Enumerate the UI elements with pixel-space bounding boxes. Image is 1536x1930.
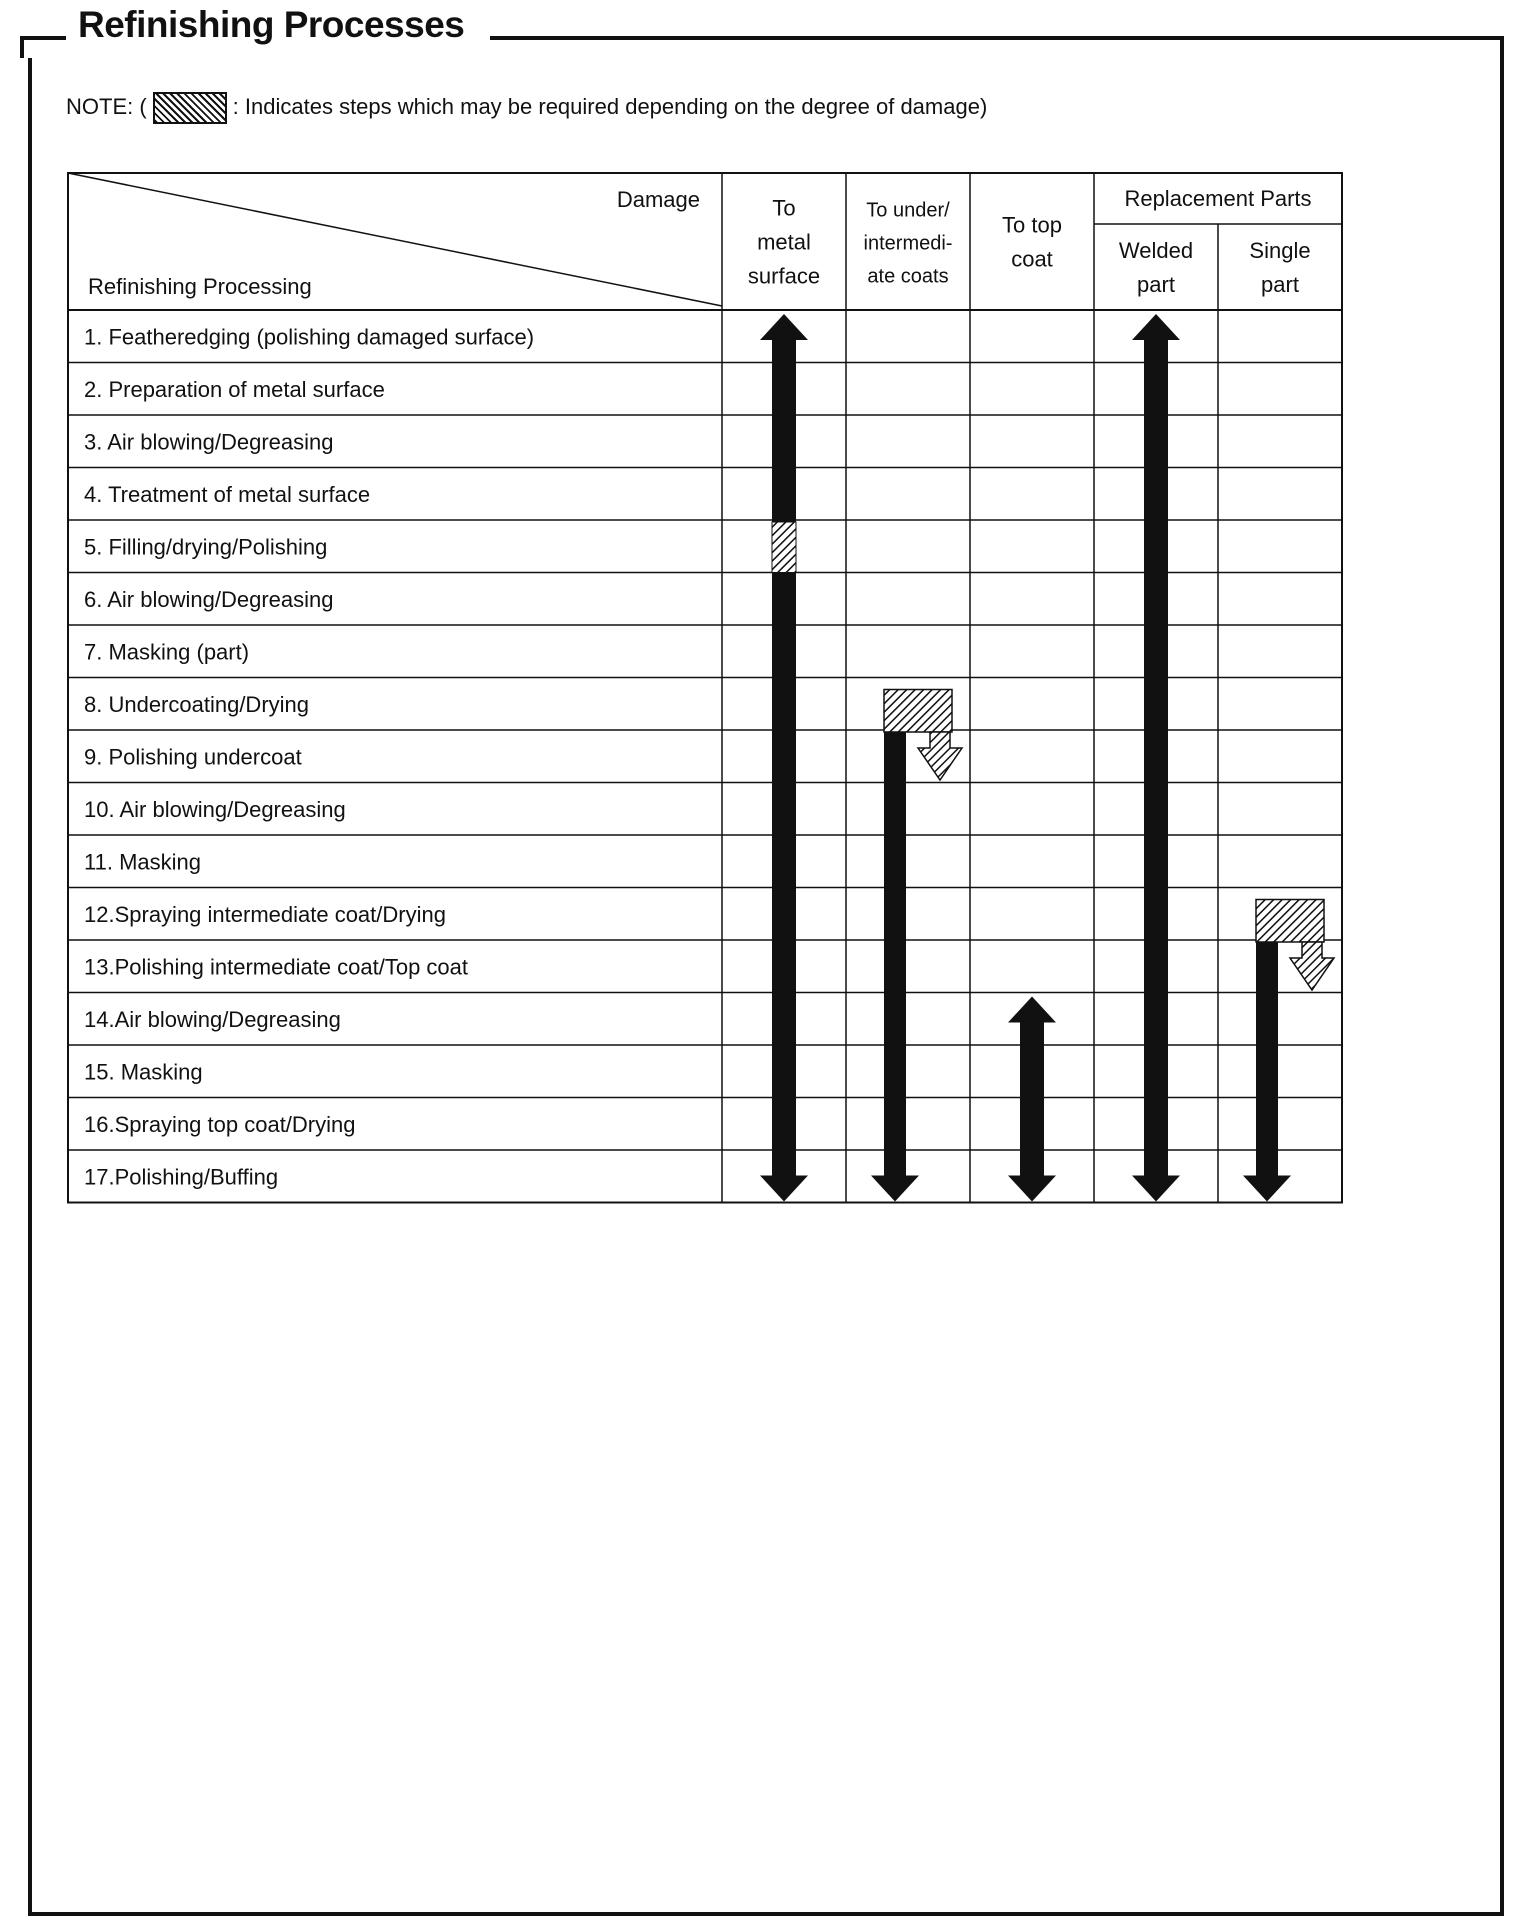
optional-step-mark-metal	[772, 522, 796, 573]
row-label: 15. Masking	[84, 1059, 203, 1085]
arrow-head-down-top	[1008, 1176, 1056, 1202]
column-header-metal: surface	[747, 263, 821, 289]
column-header-under: To under/	[866, 199, 950, 222]
row-label: 7. Masking (part)	[84, 639, 250, 665]
arrow-head-down-welded	[1132, 1176, 1180, 1202]
row-label: 9. Polishing undercoat	[84, 744, 302, 770]
group-header-replacement-parts: Replacement Parts	[1124, 186, 1312, 211]
column-header-metal: metal	[757, 229, 811, 255]
column-header-welded: Welded	[1118, 238, 1194, 263]
note-prefix: NOTE: (	[66, 93, 147, 119]
optional-step-arrow-single	[1290, 942, 1334, 990]
row-label: 6. Air blowing/Degreasing	[84, 586, 334, 612]
corner-label-processing: Refinishing Processing	[88, 274, 312, 299]
arrow-head-down-metal	[760, 1176, 808, 1202]
optional-step-arrow-under	[918, 732, 962, 780]
arrow-head-up-metal	[760, 314, 808, 340]
arrow-head-up-welded	[1132, 314, 1180, 340]
row-label: 8. Undercoating/Drying	[84, 691, 310, 717]
row-label: 13.Polishing intermediate coat/Top coat	[84, 954, 469, 980]
arrow-shaft-single	[1256, 942, 1278, 1176]
corner-label-damage: Damage	[616, 187, 700, 212]
column-header-single: Single	[1249, 238, 1311, 263]
row-label: 17.Polishing/Buffing	[84, 1164, 279, 1190]
column-header-under: intermedi-	[863, 232, 953, 255]
row-label: 10. Air blowing/Degreasing	[84, 796, 346, 822]
arrow-head-down-single	[1243, 1176, 1291, 1202]
arrow-shaft-metal	[772, 340, 796, 1176]
row-label: 14.Air blowing/Degreasing	[84, 1006, 341, 1032]
row-label: 5. Filling/drying/Polishing	[84, 534, 328, 560]
column-header-top: To top	[1002, 212, 1062, 238]
note-text: : Indicates steps which may be required depending on the degree of damage)	[232, 93, 988, 119]
arrow-head-up-top	[1008, 997, 1056, 1023]
arrow-shaft-top	[1020, 1023, 1044, 1176]
optional-step-bar-single	[1256, 900, 1324, 943]
optional-step-bar-under	[884, 690, 952, 733]
page-title: Refinishing Processes	[68, 4, 474, 46]
column-header-under: ate coats	[867, 265, 949, 288]
row-label: 4. Treatment of metal surface	[84, 481, 371, 507]
row-label: 16.Spraying top coat/Drying	[84, 1111, 356, 1137]
row-label: 11. Masking	[84, 849, 201, 875]
row-label: 1. Featheredging (polishing damaged surface)	[84, 324, 535, 350]
row-label: 12.Spraying intermediate coat/Drying	[84, 901, 446, 927]
arrow-shaft-welded	[1144, 340, 1168, 1176]
arrow-head-down-under	[871, 1176, 919, 1202]
row-label: 3. Air blowing/Degreasing	[84, 429, 334, 455]
column-header-single: part	[1261, 272, 1299, 297]
column-header-top: coat	[1011, 246, 1053, 272]
row-label: 2. Preparation of metal surface	[84, 376, 385, 402]
arrow-shaft-under	[884, 732, 906, 1176]
column-header-welded: part	[1137, 272, 1175, 297]
column-header-metal: To	[772, 195, 796, 221]
